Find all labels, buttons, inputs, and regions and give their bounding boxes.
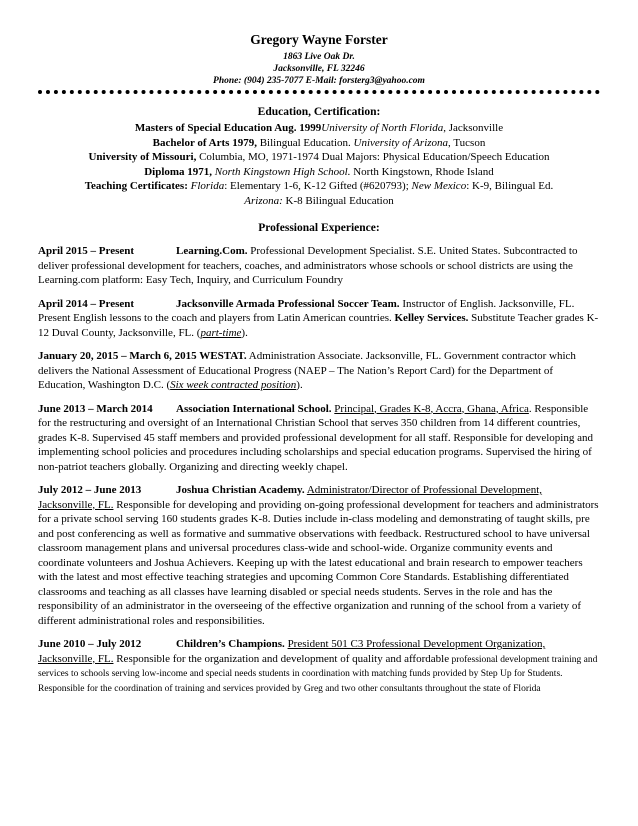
- job-learning-com: [38, 244, 600, 288]
- education-line-certificates: Teaching Certificates: Florida: Elementary 1-6, K-12 Gifted (#620793); New Mexico: K-9, Bilingual Ed.: [84, 180, 554, 192]
- applicant-name: Gregory Wayne Forster: [250, 32, 388, 47]
- job-date: July 2012 – June 2013: [38, 484, 142, 496]
- job-description: . Responsible for the restructuring and oversight of an International Christian School that serves 350 children from 14 different countries, grades K-8. Supervised 45 staff members and provided professional development for all staff. Responsible for developing and implementing school policies and procedures including scholarships and special education programs. Supervised the hiring of non-patriot teachers globally. Organizing and directing weekly chapel.: [38, 402, 593, 473]
- street-address: 1863 Live Oak Dr.: [283, 52, 355, 62]
- education-line-masters: Masters of Special Education Aug. 1999University of North Florida, Jacksonville: [134, 122, 504, 134]
- job-organization: Children’s Champions.: [176, 638, 285, 650]
- city-address: Jacksonville, FL 32246: [273, 64, 365, 74]
- education-section: [38, 121, 600, 208]
- job-description: Responsible for the organization and development of quality and affordable: [113, 652, 450, 665]
- job-description: Instructor of English. Jacksonville, FL. Present English lessons to the coach and players from Latin American countries.: [38, 297, 575, 324]
- education-line-bachelor: Bachelor of Arts 1979, Bilingual Education. University of Arizona, Tucson: [152, 136, 486, 149]
- job-organization: Association International School.: [176, 402, 332, 415]
- job-description-continued: professional development training and services to schools serving low-income and special needs students in coordination with matching funds provided by Step Up for Students. Responsible for the coordination of training and services provided by Greg and two other consultants throughout the state of Florida: [38, 654, 598, 694]
- job-association-international: [38, 402, 600, 475]
- job-jacksonville-armada: April 2014 – Present Jacksonville Armada Professional Soccer Team. Instructor of English. Jacksonville, FL. Present English lessons to the coach and players from Latin American countries. Kelley Services. Substitute Teacher grades K-12 Duval County, Jacksonville, FL. (part-time).: [38, 297, 599, 339]
- job-childrens-champions: [38, 637, 600, 695]
- education-heading: Education, Certification:: [257, 106, 381, 118]
- job-title: President 501 C3 Professional Development Organization, Jacksonville, FL.: [38, 638, 546, 665]
- job-organization-secondary: Kelley Services.: [394, 312, 469, 324]
- job-date: April 2014 – Present: [38, 297, 135, 310]
- header-divider: [38, 90, 600, 94]
- job-date: June 2010 – July 2012: [38, 638, 142, 650]
- job-date: April 2015 – Present: [38, 245, 135, 257]
- experience-section: [38, 244, 600, 695]
- education-line-arizona: Arizona: K-8 Bilingual Education: [244, 194, 394, 207]
- job-organization: Joshua Christian Academy.: [176, 484, 305, 496]
- education-line-missouri: University of Missouri, Columbia, MO, 1971-1974 Dual Majors: Physical Education/Speech Education: [88, 151, 550, 163]
- job-joshua-christian: [38, 483, 600, 628]
- job-description: Professional Development Specialist. S.E. United States. Subcontracted to deliver professional development for teachers, coaches, and administrators whose schools or school districts are using the Learning.com platform: Easy Tech, Inquiry, and Curriculum Foundry: [38, 245, 578, 286]
- contact-info: Phone: (904) 235-7077 E-Mail: forsterg3@yahoo.com: [213, 76, 425, 86]
- job-note: Six week contracted position: [170, 379, 297, 391]
- job-organization: Learning.Com.: [176, 245, 248, 257]
- job-note: part-time: [200, 326, 242, 339]
- experience-heading: Professional Experience:: [258, 222, 380, 234]
- resume-header: [38, 32, 600, 87]
- job-title: Principal, Grades K-8, Accra, Ghana, Africa: [334, 402, 529, 415]
- job-organization: Jacksonville Armada Professional Soccer Team.: [176, 297, 400, 310]
- job-description: Administration Associate. Jacksonville, FL. Government contractor which delivers the National Assessment of Educational Progress (NAEP – The Nation’s Report Card) for the Department of Education, Washington D.C. (: [38, 350, 576, 391]
- job-date: January 20, 2015 – March 6, 2015 WESTAT.: [38, 350, 247, 362]
- job-date: June 2013 – March 2014: [38, 402, 153, 415]
- job-westat: January 20, 2015 – March 6, 2015 WESTAT. Administration Associate. Jacksonville, FL. Government contractor which delivers the National Assessment of Educational Progress (NAEP – The Nation’s Report Card) for the Department of Education, Washington D.C. (Six week contracted position).: [38, 350, 576, 391]
- education-line-diploma: Diploma 1971, North Kingstown High School. North Kingstown, Rhode Island: [144, 165, 494, 178]
- job-title: Administrator/Director of Professional Development, Jacksonville, FL.: [38, 484, 543, 511]
- job-description: Responsible for developing and providing on-going professional development for teachers and administrators for a private school serving 160 students grades K-8. Duties include in-class modeling and demonstrating of taught skills, pre and post conferencing as well as formative and summative observations with feedback. Restructured school to have universal classroom management plans and universal procedures class-wide and school-wide. Organize community events and coordinate volunteers and Joshua Achievers. Keeping up with the latest educational and brain research to empower teachers with the latest and most effective teaching strategies and upcoming Common Core Standards. Establishing differentiated classrooms and teaching as all classes have learning disabled or special needs students. Serves in the role and has the responsibility of an administrator in the overseeing of the effective organization and running of the school from a variety of different administrational roles and responsibilities.: [38, 498, 599, 627]
